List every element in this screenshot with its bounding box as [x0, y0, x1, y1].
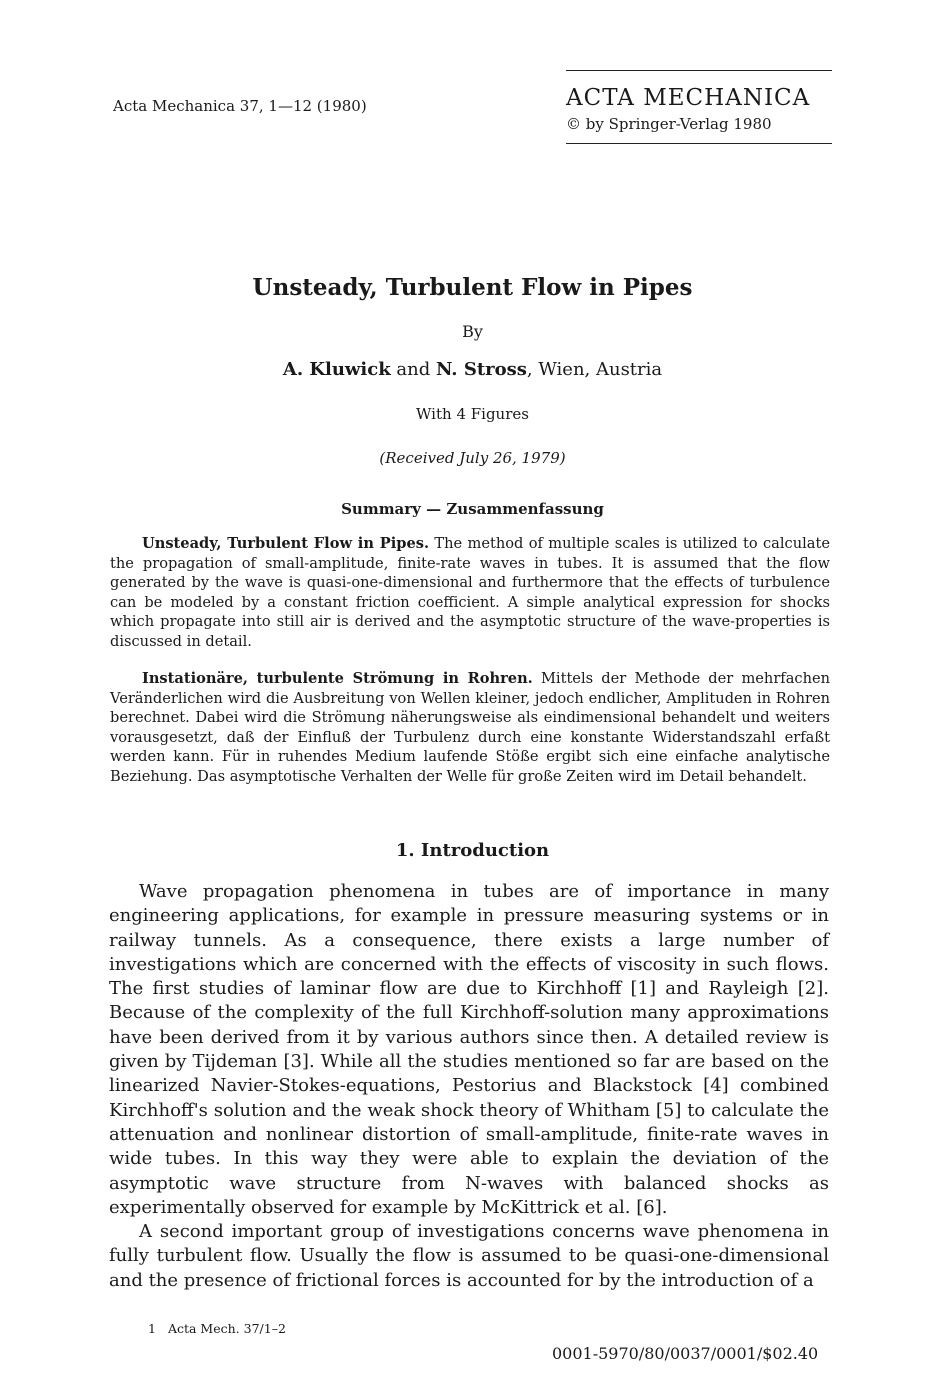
summary-heading: Summary — Zusammenfassung — [341, 500, 604, 518]
abstract-german-text: Mittels der Methode der mehrfachen Veränderlichen wird die Ausbreitung von Wellen kleiner, jedoch endlicher, Amplituden in Rohren berechnet. Dabei wird die Strömung näherungsweise als eindimensional behandelt und weiters vorausgesetzt, daß der Einfluß der Turbulenz durch eine konstante Widerstandszahl erfaßt werden kann. Für in ruhendes Medium laufende Stöße ergibt sich eine einfache analytische Beziehung. Das asymptotische Verhalten der Welle für große Zeiten wird im Detail behandelt. — [110, 670, 831, 785]
page-footnote — [148, 1321, 286, 1336]
byline-label: By — [462, 322, 483, 341]
author-kluwick: A. Kluwick — [282, 359, 391, 380]
journal-name: ACTA MECHANICA — [566, 85, 811, 111]
abstract-english-text: The method of multiple scales is utilized to calculate the propagation of small-amplitude, finite-rate waves in tubes. It is assumed that the flow generated by the wave is quasi-one-dimensional and furthermore that the effects of turbulence can be modeled by a constant friction coefficient. A simple analytical expression for shocks which propagate into still air is derived and the asymptotic structure of the wave-properties is discussed in detail. — [110, 535, 830, 650]
footnote-number: 1 — [148, 1321, 156, 1336]
abstract-german — [110, 669, 830, 786]
introduction-body — [109, 880, 829, 1293]
copyright-notice: © by Springer-Verlag 1980 — [566, 115, 772, 133]
journal-citation: Acta Mechanica 37, 1—12 (1980) — [113, 97, 367, 115]
abstract-german-title: Instationäre, turbulente Strömung in Rohren. — [142, 670, 533, 687]
figure-count: With 4 Figures — [416, 405, 529, 423]
abstract-english — [110, 534, 830, 651]
section-heading-introduction: 1. Introduction — [395, 840, 550, 861]
introduction-paragraph-2: A second important group of investigations concerns wave phenomena in fully turbulent flow. Usually the flow is assumed to be quasi-one-dimensional and the presence of frictional forces is accounted for by the introduction of a — [109, 1221, 829, 1291]
journal-masthead — [566, 70, 832, 144]
article-code: 0001-5970/80/0037/0001/$02.40 — [552, 1344, 819, 1363]
abstract-english-title: Unsteady, Turbulent Flow in Pipes. — [142, 535, 430, 552]
author-conjunction: and — [390, 359, 436, 380]
author-location: , Wien, Austria — [526, 359, 663, 380]
introduction-paragraph-1: Wave propagation phenomena in tubes are of importance in many engineering applications, for example in pressure measuring systems or in railway tunnels. As a consequence, there exists a large number of investigations which are concerned with the effects of viscosity in such flows. The first studies of laminar flow are due to Kirchhoff [1] and Rayleigh [2]. Because of the complexity of the full Kirchhoff-solution many approximations have been derived from it by various authors since then. A detailed review is given by Tijdeman [3]. While all the studies mentioned so far are based on the linearized Navier-Stokes-equations, Pestorius and Blackstock [4] combined Kirchhoff's solution and the weak shock theory of Whitham [5] to calculate the attenuation and nonlinear distortion of small-amplitude, finite-rate waves in wide tubes. In this way they were able to explain the deviation of the asymptotic wave structure from N-waves with balanced shocks as experimentally observed for example by McKittrick et al. [6]. — [109, 881, 829, 1218]
article-title: Unsteady, Turbulent Flow in Pipes — [252, 274, 693, 301]
author-stross: N. Stross — [436, 359, 527, 380]
footnote-text: Acta Mech. 37/1–2 — [167, 1321, 286, 1336]
received-date: (Received July 26, 1979) — [379, 449, 566, 467]
author-line — [0, 359, 945, 380]
